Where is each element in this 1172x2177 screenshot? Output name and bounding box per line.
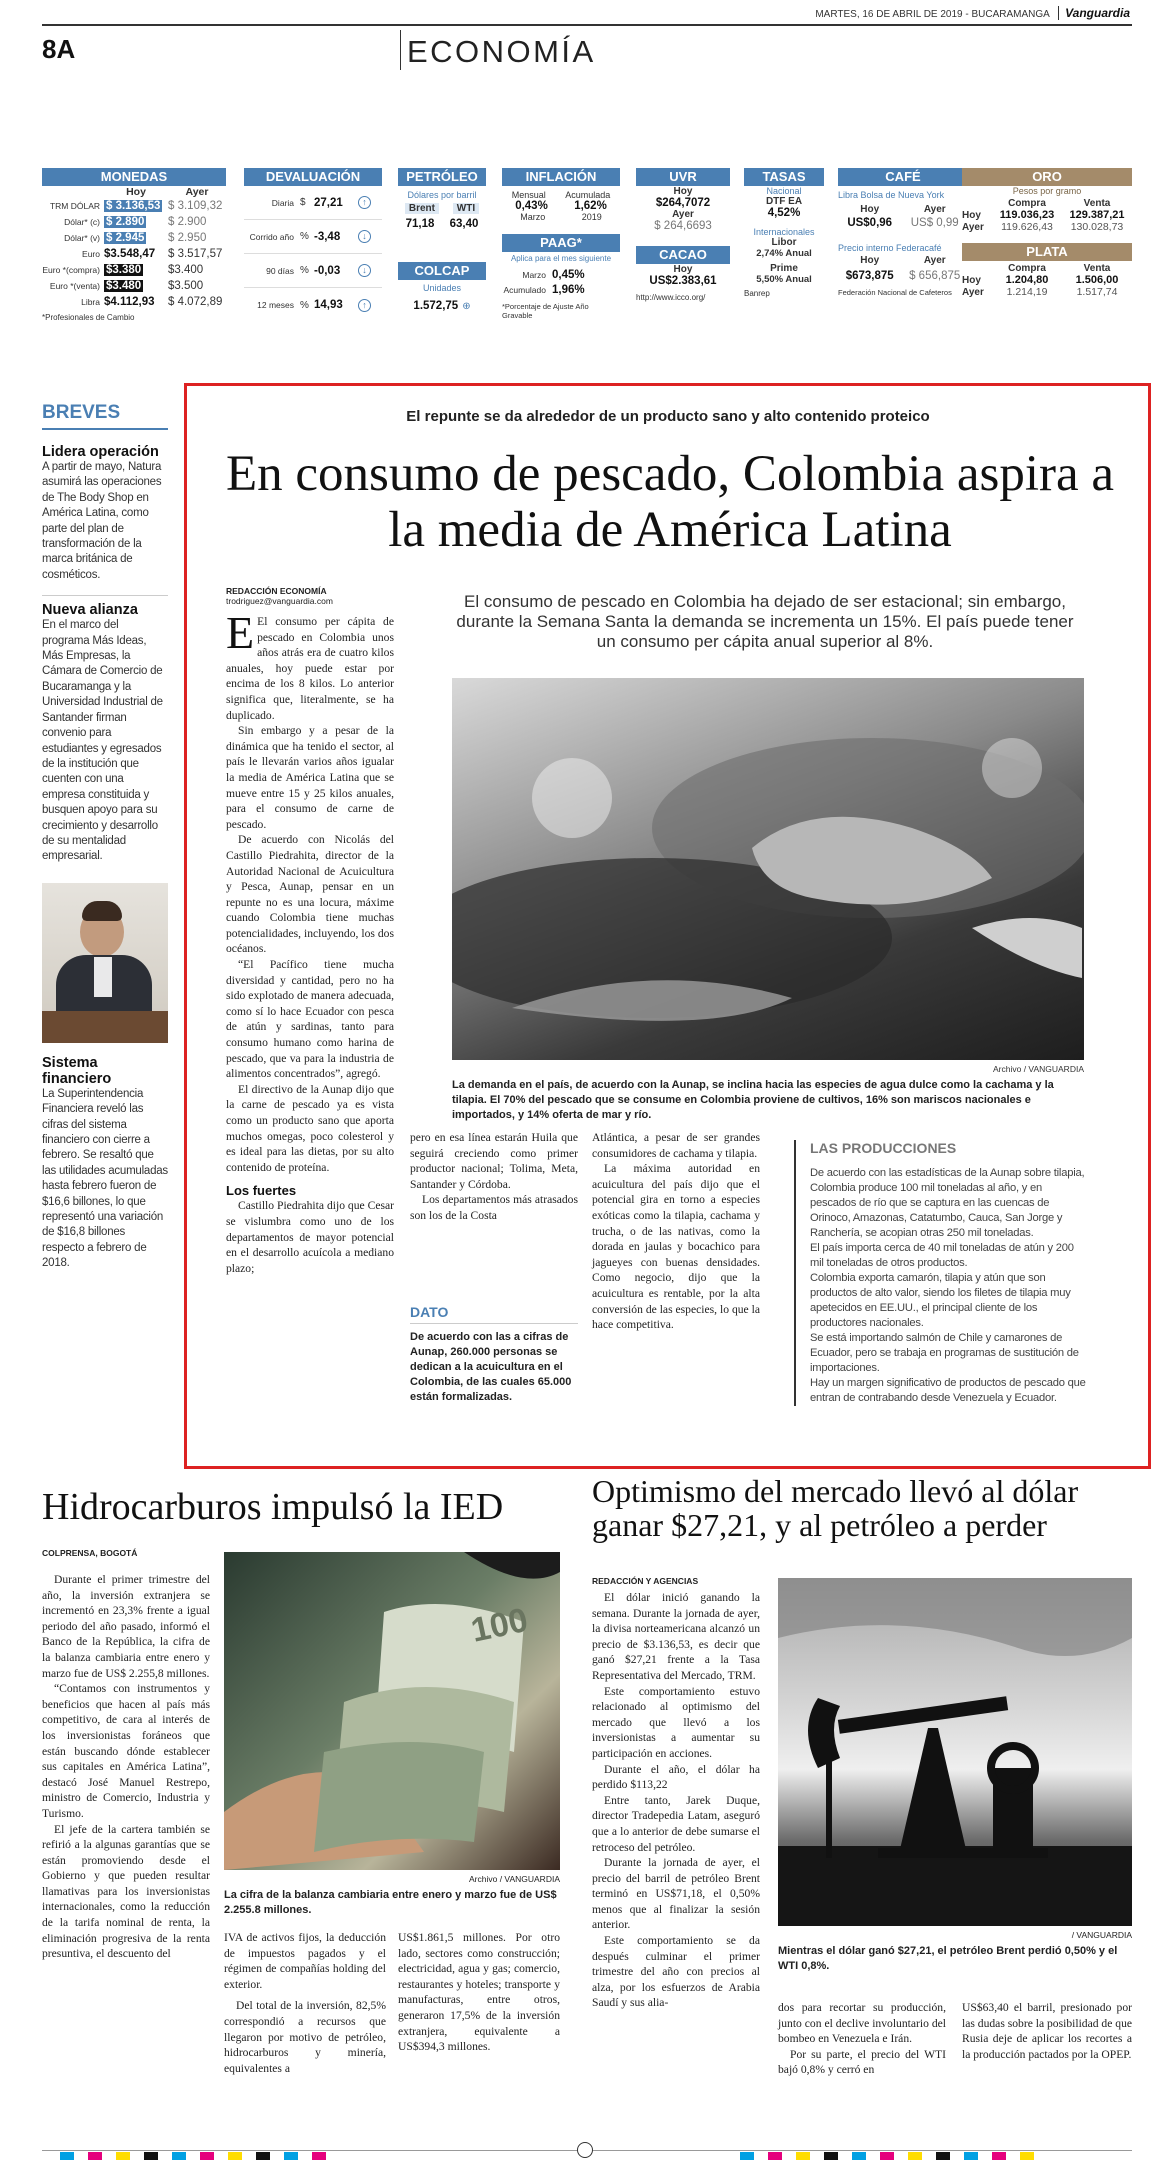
paag-title: PAAG* — [502, 234, 620, 252]
header-rule — [42, 24, 1132, 26]
oil-pump-art — [778, 1578, 1132, 1926]
dato-text: De acuerdo con las a cifras de Aunap, 260.000 personas se dedican a la acuicultura en el Colombia, de las cuales 65.000 están formalizadas. — [410, 1331, 572, 1403]
brent-value: 71,18 — [405, 218, 435, 230]
cacao-title: CACAO — [636, 246, 730, 264]
article-title: En consumo de pescado, Colombia aspira a la media de América Latina — [225, 446, 1115, 558]
ied-caption: La cifra de la balanza cambiaria entre enero y marzo fue de US$ 2.255.8 millones. — [224, 1889, 557, 1916]
body-paragraph: Castillo Piedrahita dijo que Cesar se vislumbra como uno de los departamentos de mayor potencial en el desarrollo acuícola a mediano plazo; — [226, 1199, 394, 1275]
monedas-row: TRM DÓLAR $ 3.136,53 $ 3.109,32 — [49, 200, 223, 212]
devaluacion-title: DEVALUACIÓN — [244, 168, 382, 186]
up-arrow-icon: ↑ — [358, 299, 371, 312]
tasas-note: Banrep — [744, 289, 770, 298]
cafe-title: CAFÉ — [838, 168, 968, 186]
dolar-col3 — [962, 2000, 1132, 2062]
page-number: 8A — [42, 34, 76, 64]
cafe-ny-yest: US$ 0,99 — [910, 217, 959, 229]
dolar-col1 — [592, 1590, 760, 2011]
body-paragraph: Durante el primer trimestre del año, la inversión extranjera se incrementó en 23,3% frente a igual periodo del año pasado, informó el Banco de la República, la cifra de la balanza cambiaria entre enero y marzo fue de US$ 2.255,8 millones. — [42, 1573, 210, 1680]
body-paragraph: Los departamentos más atrasados son los de la Costa — [410, 1193, 578, 1222]
body-paragraph: Durante la jornada de ayer, el precio del barril de petróleo Brent terminó en US$71,18, el 0,50% menos que al finalizar la sesión anterior. — [592, 1856, 760, 1932]
article-lead: El consumo de pescado en Colombia ha dejado de ser estacional; sin embargo, durante la Semana Santa la demanda se incrementa un 15%. El país puede tener un consumo per cápita anual superior al 8%. — [456, 592, 1074, 651]
dtf-label: DTF EA — [765, 196, 803, 207]
breve-head: Lidera operación — [42, 444, 159, 460]
body-paragraph: La máxima autoridad en acuicultura del país dijo que el potencial gira en torno a especies exóticas como la tilapia, cachama y trucha, o de las nativas, como la dorada en jaulas y bocachico para jagueyes con buenas densidades. Como negocio, dijo que la acuicultura es rentable, por la alta conversión de las especies, lo que la hace competitiva. — [592, 1162, 760, 1332]
dolar-byline: REDACCIÓN Y AGENCIAS — [592, 1576, 699, 1586]
oro-today-sell: 129.387,21 — [1069, 209, 1125, 221]
body-paragraph: US$1.861,5 millones. Por otro lado, sectores como construcción; electricidad, agua y gas; comercio, restaurantes y hoteles; transporte y manufacturas, entre otros, generaron 17,5% de la inversión extranjera, equivalente a US$394,3 millones. — [398, 1931, 560, 2054]
body-paragraph: US$63,40 el barril, presionado por las dudas sobre la posibilidad de que Rusia deje de aplicar los recortes a la producción pactados por la OPEP. — [962, 2001, 1133, 2061]
oro-title: ORO — [962, 168, 1132, 186]
dato-title: DATO — [410, 1304, 578, 1324]
markets-panel — [42, 168, 1132, 358]
uvr-title: UVR — [636, 168, 730, 186]
inflacion-val2: 1,62% — [574, 200, 607, 212]
colcap-value: 1.572,75 — [413, 300, 459, 312]
ied-col3 — [398, 1930, 560, 2055]
color-registration-right — [740, 2147, 1048, 2165]
inflacion-box — [502, 168, 620, 320]
inflacion-col2: Acumulada — [565, 190, 611, 200]
monedas-row: Dólar* (v) $ 2.945 $ 2.950 — [64, 232, 207, 244]
breve-portrait-photo — [42, 883, 168, 1043]
body-paragraph: pero en esa línea estarán Huila que seguirá creciendo como primer productor nacional; Tolima, Meta, Santander y Córdoba. — [410, 1131, 578, 1191]
photo-credit: Archivo / VANGUARDIA — [992, 1064, 1084, 1074]
deval-row: 12 meses % 14,93 ↑ — [244, 288, 382, 322]
oil-pump-photo — [778, 1578, 1132, 1926]
inflacion-col1: Mensual — [511, 190, 546, 200]
col-hoy: Hoy — [126, 186, 146, 198]
breve-text: En el marco del programa Más Ideas, Más Empresas, la Cámara de Comercio de Bucaramanga y la Universidad Industrial de Santander firman convenio para estudiantes y egresados de la institución que cuenten con una empresa constituida y busquen apoyo para su crecimiento y desarrollo de su mentalidad empresarial. — [42, 619, 163, 863]
body-paragraph: De acuerdo con Nicolás del Castillo Piedrahita, director de la Autoridad Nacional de Acuicultura y Pesca, Aunap, pensar en un repunte no es una locura, máxime cuando Colombia tiene muchas potencialidades, incluyendo, los dos océanos. — [226, 833, 394, 956]
oro-yest-buy: 119.626,43 — [1001, 221, 1053, 233]
article-kicker: El repunte se da alrededor de un producto sano y alto contenido proteico — [406, 408, 930, 425]
cacao-note: http://www.icco.org/ — [636, 293, 706, 302]
plata-title: PLATA — [962, 243, 1132, 261]
producciones-sidebar — [794, 1140, 1090, 1406]
producciones-paragraph: De acuerdo con las estadísticas de la Aunap sobre tilapia, Colombia produce 100 mil toneladas al año, y en pescados de río que se captura en las cuencas de Orinoco, Amazonas, Catatumbo, Cauca, San Jorge y Ranchería, se acopian otras 250 mil toneladas. — [810, 1167, 1085, 1239]
date-line: MARTES, 16 DE ABRIL DE 2019 - BUCARAMANGA Vanguardia — [815, 6, 1130, 20]
body-paragraph: Este comportamiento se da después culminar el primer trimestre del año con precios al alza, por los esfuerzos de Arabia Saudí y sus alia- — [592, 1934, 760, 2010]
monedas-row: Dólar* (c) $ 2.890 $ 2.900 — [64, 216, 207, 228]
wti-label: WTI — [453, 203, 479, 214]
body-paragraph: El jefe de la cartera también se refirió a la algunas garantías que se están promoviendo desde el Gobierno y que pueden resultar llamativas para los inversionistas internacionales, como la reducción de la tarifa nominal de renta, la eliminación progresiva de la renta presuntiva, el descuento del — [42, 1822, 210, 1961]
cafe-ny-today: US$0,96 — [847, 217, 893, 229]
byline: REDACCIÓN ECONOMÍA trodriguez@vanguardia.com — [226, 586, 333, 606]
producciones-title: LAS PRODUCCIONES — [810, 1140, 957, 1156]
libor-label: Libor — [771, 237, 797, 248]
brand-logo: Vanguardia — [1058, 6, 1130, 20]
prime-label: Prime — [770, 263, 798, 274]
section-divider — [400, 30, 401, 70]
body-paragraph: dos para recortar su producción, junto con el declive involuntario del bombeo en Venezuela e Irán. — [778, 2001, 946, 2046]
tasas-box — [744, 168, 824, 298]
color-registration-left — [60, 2147, 340, 2165]
cafe-note: Federación Nacional de Cafeteros — [838, 288, 952, 297]
cafe-box: CAFÉ Libra Bolsa de Nueva York Hoy Ayer US$0,96 US$ 0,99 Precio interno Federacafé Hoy Ayer $673,875 $ 656,875 Federación Nacional de Cafeteros — [838, 168, 968, 297]
wti-value: 63,40 — [449, 218, 479, 230]
colcap-title: COLCAP — [398, 262, 486, 280]
oro-sub: Pesos por gramo — [1012, 186, 1082, 196]
cafe-sub1: Libra Bolsa de Nueva York — [838, 190, 945, 200]
uvr-yest: $ 264,6693 — [654, 220, 712, 232]
article-col1 — [226, 607, 394, 1276]
ied-col1 — [42, 1572, 210, 1962]
monedas-row: Euro *(venta) $3.480 $3.500 — [49, 280, 204, 292]
petroleo-sub: Dólares por barril — [407, 190, 477, 200]
oro-yest-sell: 130.028,73 — [1070, 221, 1124, 233]
body-paragraph: “El Pacífico tiene mucha diversidad y cantidad, pero no ha sido explotado de manera adecuada, como sí lo hace Ecuador con pesca de atún y sardinas, tanto para consumo humano como harina de pescado, que va para la industria de alimentos concentrados”, agregó. — [226, 958, 394, 1081]
monedas-rows — [42, 198, 226, 310]
dato-box — [410, 1304, 578, 1405]
breves-column — [42, 402, 168, 1272]
up-arrow-icon: ↑ — [358, 196, 371, 209]
uvr-box — [636, 168, 730, 302]
devaluacion-box — [244, 168, 382, 322]
cacao-today: US$2.383,61 — [649, 275, 717, 287]
body-paragraph: “Contamos con instrumentos y beneficios que hacen al país más competitivo, de cara al interés de los inversionistas foráneos que están buscando dónde establecer sus capitales en América Latina”, destacó José Manuel Restrepo, ministro de Comercio, Industria y Turismo. — [42, 1682, 210, 1820]
dolar-photo-credit: / VANGUARDIA — [1071, 1930, 1132, 1940]
producciones-paragraph: El país importa cerca de 40 mil toneladas de atún y 200 mil toneladas de otros productos. — [810, 1242, 1074, 1269]
body-paragraph: El directivo de la Aunap dijo que la carne de pescado ya es vista como un producto sano que aporta muchos omegas, poco colesterol y es ideal para las dietas, por su alto contenido de proteína. — [226, 1082, 394, 1174]
paag-row2-label: Acumulado — [503, 285, 546, 295]
plata-today-sell: 1.506,00 — [1075, 274, 1119, 286]
svg-text:100: 100 — [467, 1600, 532, 1650]
body-paragraph: Este comportamiento estuvo relacionado al optimismo del mercado que llevó a los inversionistas a aumentar su participación en acciones. — [592, 1684, 760, 1760]
body-paragraph: E El consumo per cápita de pescado en Colombia unos años atrás era de cuatro kilos anuales, hoy puede estar por encima de los 8 kilos. Lo anterior significa que, literalmente, se ha duplicado. — [226, 607, 394, 722]
inflacion-val1: 0,43% — [515, 200, 548, 212]
uvr-today: $264,7072 — [655, 197, 711, 209]
monedas-box — [42, 168, 226, 322]
fish-photo — [452, 678, 1084, 1060]
oro-box: ORO Pesos por gramo Compra Venta Hoy 119.036,23 129.387,21 Ayer 119.626,43 130.028,73 PLATA Compra Venta Hoy 1.204,80 1.506,00 Ayer 1.214,19 1.517,74 — [962, 168, 1132, 298]
section-title: ECONOMÍA — [407, 34, 596, 69]
colcap-sub: Unidades — [422, 283, 462, 293]
cafe-sub2: Precio interno Federacafé — [838, 243, 942, 253]
body-paragraph: Por su parte, el precio del WTI bajó 0,8% y cerró en — [778, 2047, 946, 2077]
breve-text: A partir de mayo, Natura asumirá las operaciones de The Body Shop en América Latina, como parte del plan de transformación de la marca británica de cosméticos. — [42, 461, 162, 581]
breve-head: Nueva alianza — [42, 595, 168, 618]
drop-cap: E — [226, 607, 255, 658]
plata-yest-sell: 1.517,74 — [1076, 286, 1118, 298]
body-paragraph: El dólar inició ganando la semana. Durante la jornada de ayer, la divisa norteamericana alcanzó un precio de $3.136,53, es decir que ganó $27,21 frente a la Tasa Representativa del Mercado, TRM. — [592, 1591, 760, 1682]
body-paragraph: IVA de activos fijos, la deducción de impuestos pagados y el régimen de compañías holding del exterior. — [224, 1931, 386, 1991]
monedas-row: Euro *(compra) $3.380 $3.400 — [42, 264, 204, 276]
paag-row1-label: Marzo — [522, 270, 546, 280]
deval-row: 90 días % -0,03 ↓ — [244, 254, 382, 288]
monedas-row: Euro $3.548,47 $ 3.517,57 — [82, 248, 223, 260]
ied-photo-credit: Archivo / VANGUARDIA — [468, 1874, 560, 1884]
paag-row2-value: 1,96% — [552, 284, 585, 296]
dolar-title: Optimismo del mercado llevó al dólar ganar $27,21, y al petróleo a perder — [592, 1473, 1079, 1543]
inflacion-lbl2: 2019 — [581, 212, 602, 222]
libor-value: 2,74% Anual — [756, 248, 812, 259]
cacao-today-label: Hoy — [673, 264, 693, 275]
tasas-title: TASAS — [744, 168, 824, 186]
paag-note: *Porcentaje de Ajuste Año Gravable — [502, 302, 589, 320]
ied-title: Hidrocarburos impulsó la IED — [42, 1486, 504, 1528]
paag-row1-value: 0,45% — [552, 269, 585, 281]
dolar-col2 — [778, 2000, 946, 2078]
down-arrow-icon: ↓ — [358, 230, 371, 243]
col-ayer: Ayer — [185, 186, 209, 198]
money-photo — [224, 1552, 560, 1870]
monedas-note: *Profesionales de Cambio — [42, 313, 135, 322]
uvr-today-label: Hoy — [673, 186, 693, 197]
monedas-title: MONEDAS — [42, 168, 226, 186]
article-col2 — [410, 1130, 578, 1224]
body-paragraph: Entre tanto, Jarek Duque, director Tradepedia Latam, aseguró que a lo anterior de debe sumarse el retroceso del petróleo. — [592, 1793, 760, 1854]
ied-byline: COLPRENSA, BOGOTÁ — [42, 1548, 138, 1558]
subhead: Los fuertes — [226, 1183, 297, 1199]
plata-yest-buy: 1.214,19 — [1006, 286, 1048, 298]
prime-value: 5,50% Anual — [756, 274, 812, 285]
body-paragraph: Del total de la inversión, 82,5% correspondió a recursos que llegaron por motivo de petróleo, hidrocarburos y minería, equivalentes a — [224, 1999, 386, 2075]
monedas-row: Libra $4.112,93 $ 4.072,89 — [81, 296, 223, 308]
down-arrow-icon: ↓ — [358, 264, 371, 277]
tasas-intl: Internacionales — [753, 227, 815, 237]
cafe-fed-today: $673,875 — [845, 270, 894, 282]
inflacion-title: INFLACIÓN — [502, 168, 620, 186]
cafe-fed-yest: $ 656,875 — [909, 270, 961, 282]
plata-today-buy: 1.204,80 — [1005, 274, 1049, 286]
petroleo-box — [398, 168, 486, 314]
dolar-caption: Mientras el dólar ganó $27,21, el petróleo Brent perdió 0,50% y el WTI 0,8%. — [778, 1945, 1118, 1972]
oro-today-buy: 119.036,23 — [999, 209, 1055, 221]
brent-label: Brent — [405, 203, 439, 214]
ied-col2 — [224, 1930, 386, 2076]
dtf-value: 4,52% — [767, 207, 801, 219]
producciones-paragraph: Colombia exporta camarón, tilapia y atún que son productos de alto valor, siendo los filetes de tilapia muy apetecidos en EE.UU., el principal cliente de los productores nacionales. — [810, 1272, 1071, 1329]
registration-mark-icon — [577, 2142, 593, 2158]
paag-sub: Aplica para el mes siguiente — [510, 254, 612, 263]
photo-caption: La demanda en el país, de acuerdo con la Aunap, se inclina hacia las especies de agua dulce como la cachama y la tilapia. El 70% del pescado que se consume en Colombia proviene de cultivos, 16% son mariscos nacionales e importados, y 14% oferta de mar y río. — [452, 1079, 1054, 1121]
body-paragraph: Durante el año, el dólar ha perdido $113,22 — [592, 1762, 760, 1792]
article-col3 — [592, 1130, 760, 1333]
producciones-paragraph: Hay un margen significativo de productos de pescado que entran de contrabando desde Venezuela y Ecuador. — [810, 1377, 1086, 1404]
money-photo-art — [224, 1552, 560, 1870]
deval-row: Corrido año % -3,48 ↓ — [244, 220, 382, 254]
tasas-nac: Nacional — [766, 186, 802, 196]
petroleo-title: PETRÓLEO — [398, 168, 486, 186]
down-arrow-icon: ⊕ — [462, 301, 471, 312]
inflacion-lbl1: Marzo — [520, 212, 546, 222]
breve-text: La Superintendencia Financiera reveló las cifras del sistema financiero con cierre a febrero. Se resaltó que las utilidades acumuladas hasta febrero fueron de $16,6 billones, lo que representó una variación de $16,8 billones respecto a febrero de 2018. — [42, 1087, 168, 1270]
producciones-paragraph: Se está importando salmón de Chile y camarones de Ecuador, pero se trabaja en programas de sustitución de importaciones. — [810, 1332, 1079, 1374]
uvr-yest-label: Ayer — [672, 209, 694, 220]
deval-row: Diaria $ 27,21 ↑ — [244, 186, 382, 220]
fish-photo-art — [452, 678, 1084, 1060]
breve-head: Sistema financiero — [42, 1054, 112, 1087]
breves-title: BREVES — [42, 402, 168, 430]
body-paragraph: Atlántica, a pesar de ser grandes consumidores de cachama y tilapia. — [592, 1131, 760, 1160]
body-paragraph: Sin embargo y a pesar de la dinámica que ha tenido el sector, al país le llevarán varios años igualar la media de América Latina que se mueve entre 15 y 25 kilos anuales, para el consumo de carne de pescado. — [226, 724, 394, 831]
